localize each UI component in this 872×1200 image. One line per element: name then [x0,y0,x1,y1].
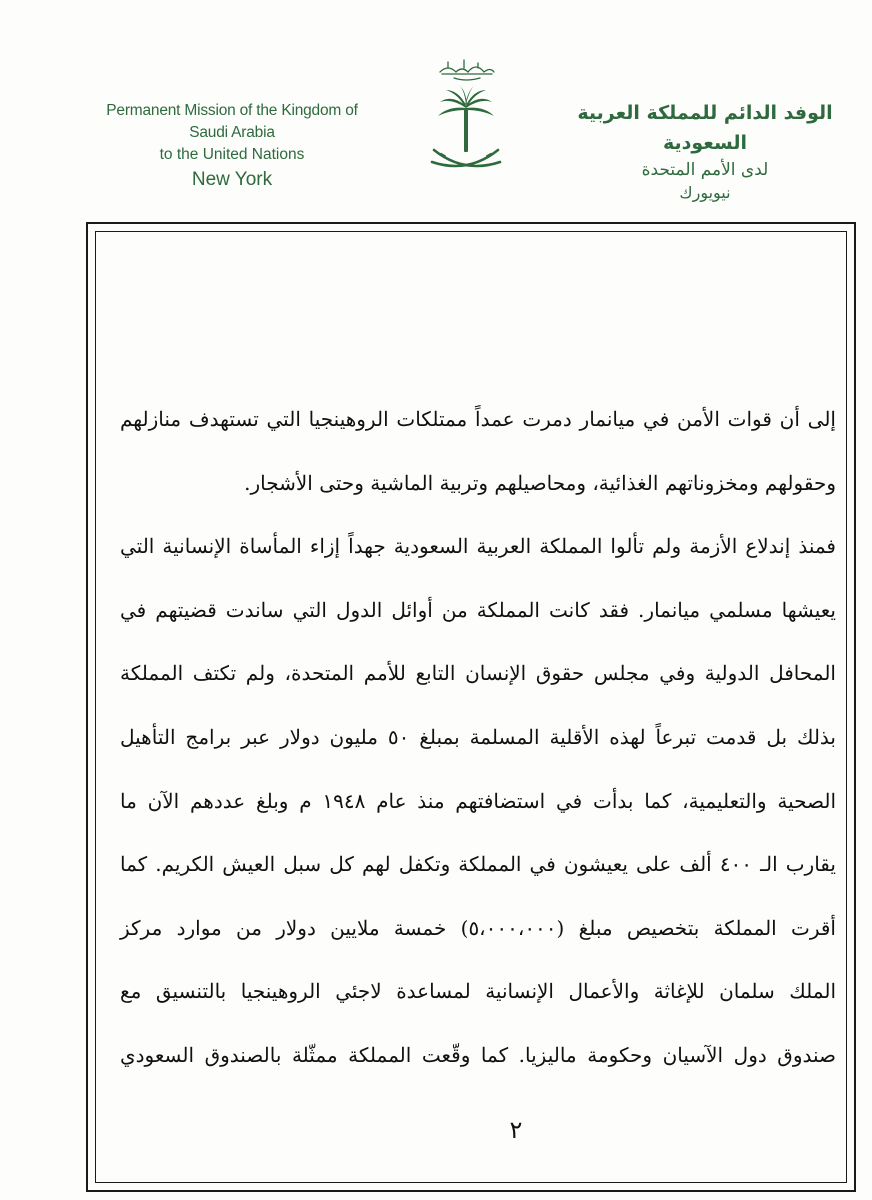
body-line: الملك سلمان للإغاثة والأعمال الإنسانية لمساعدة لاجئي الروهينجيا بالتنسيق مع [120,979,836,1004]
body-line: صندوق دول الآسيان وحكومة ماليزيا. كما وقّعت المملكة ممثّلة بالصندوق السعودي [120,1042,836,1067]
body-line: وحقولهم ومخزوناتهم الغذائية، ومحاصيلهم وتربية الماشية وحتى الأشجار. [244,470,836,495]
basmala-calligraphy [440,60,494,80]
body-line: الصحية والتعليمية، كما بدأت في استضافتهم منذ عام ١٩٤٨ م وبلغ عددهم الآن ما [120,788,837,813]
letterhead-ar-line2: لدى الأمم المتحدة [641,160,769,180]
letterhead-ar-line1: الوفد الدائم للمملكة العربية السعودية [577,102,833,154]
body-line: فمنذ إندلاع الأزمة ولم تألوا المملكة العربية السعودية جهداً إزاء المأساة الإنسانية التي [120,534,836,559]
letterhead-english [92,100,372,193]
body-line: يعيشها مسلمي ميانمار. فقد كانت المملكة من أوائل الدول التي ساندت قضيتهم في [120,597,836,622]
saudi-emblem-icon [418,58,514,186]
body-line: إلى أن قوات الأمن في ميانمار دمرت عمداً ممتلكات الروهينجيا التي تستهدف منازلهم [120,407,836,431]
page-number: ٢ [509,1116,523,1144]
letterhead-en-line3: New York [191,169,273,190]
letterhead-en-line2: to the United Nations [159,146,305,163]
letterhead-en-line1: Permanent Mission of the Kingdom of Saudi Arabia [106,102,358,141]
body-line: أقرت المملكة بتخصيص مبلغ (٥،٠٠٠،٠٠٠) خمسة ملايين دولار من موارد مركز [120,915,836,940]
letterhead-ar-line3: نيويورك [679,183,731,202]
letterhead-arabic [560,98,850,204]
body-text [120,388,836,1088]
body-line: يقارب الـ ٤٠٠ ألف على يعيشون في المملكة وتكفل لهم كل سبل العيش الكريم. كما [120,852,836,877]
body-line: بذلك بل قدمت تبرعاً لهذه الأقلية المسلمة بمبلغ ٥٠ مليون دولار عبر برامج التأهيل [120,724,836,749]
body-line: المحافل الدولية وفي مجلس حقوق الإنسان التابع للأمم المتحدة، ولم تكتف المملكة [120,661,836,686]
